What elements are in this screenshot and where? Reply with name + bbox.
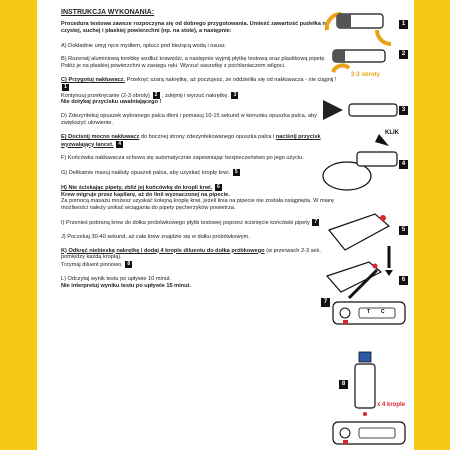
cassette-c-label: C: [381, 309, 385, 315]
step-badge-2: 2: [153, 92, 160, 99]
figure-badge-8: 8: [339, 380, 348, 389]
figure-badge-1: 1: [399, 20, 408, 29]
step-e: [61, 134, 341, 149]
step-h-bold: Krew migruje przez kapilarę, aż do linii wyznaczonej na pipecie.: [61, 191, 230, 198]
step-k-text-2: Trzymaj diluent pionowo.: [61, 262, 123, 269]
instruction-text: [61, 8, 341, 297]
illustrations-column: [319, 0, 414, 450]
step-j: J) Poczekaj 30-40 sekund, aż cała krew znajdzie się w dołku probówkowym.: [61, 233, 250, 240]
figure-badge-6: 6: [399, 276, 408, 285]
step-k: [61, 248, 341, 269]
press-lancet-icon: [323, 134, 397, 190]
step-c-warning: Nie dotykaj przycisku uwalniającego !: [61, 99, 162, 106]
step-d: D) Zdezynfekuj opuszek wybranego palca dłoni i pomasuj 10-15 sekund w kierunku opuszka palca, aby zwiększyć ukrwienie.: [61, 113, 317, 126]
finger-massage-icon: [329, 214, 389, 250]
step-c: [61, 77, 341, 106]
drops-label: x 4 krople: [377, 402, 406, 408]
cap-remove-icon: [323, 100, 397, 120]
klik-label: KLIK: [385, 130, 399, 136]
step-c-text-1: Przekręć szarą nakrętkę, aż poczujesz, że oddzieliła się od nakłuwacza - nie ciągnij !: [126, 76, 337, 83]
step-c-heading: C) Przygotuj nakłuwacz.: [61, 76, 126, 83]
step-l-text: L) Odczytaj wynik testu po upływie 10 minut.: [61, 276, 172, 283]
lancet-rotate-icon: [333, 50, 385, 72]
step-h: [61, 184, 341, 212]
step-k-text: (w przerwach 2-3 sek. pomiędzy każdą kroplą).: [61, 247, 321, 261]
figure-badge-7: 7: [321, 298, 330, 307]
step-f: F) Końcówka nakłuwacza schowa się automatycznie zapewniając bezpieczeństwo po jego użyciu.: [61, 155, 304, 162]
cassette-t-label: T: [367, 309, 371, 315]
step-i: [61, 219, 341, 227]
step-g-text: G) Delikatnie masuj nakłuty opuszek palca, aby uzyskać kroplę krwi.: [61, 170, 231, 177]
result-cassette-icon: [333, 422, 405, 444]
step-badge-3: 3: [231, 92, 238, 99]
step-c-text-3: , zdejmij i wyrzuć nakrętkę.: [162, 92, 229, 99]
page-title: INSTRUKCJA WYKONANIA:: [61, 9, 155, 16]
lancet-twist-icon: [327, 14, 391, 44]
figure-badge-5: 5: [399, 226, 408, 235]
step-badge-8: 8: [125, 261, 132, 268]
step-h-text: Za pomocą masażu możesz uzyskać kolejną kroplę krwi, jeżeli linia na pipecie nie została osiągnięta. W miarę możliwości należy unikać wciągania do pipety pęcherzyków powietrza.: [61, 198, 334, 212]
step-e-text: do bocznej strony zdezynfekowanego opuszka palca i: [139, 133, 276, 140]
step-c-text-2: Kontynuuj przekręcanie (2-3 obroty): [61, 92, 150, 99]
step-l-bold: Nie interpretuj wyniku testu po upływie 15 minut.: [61, 282, 191, 289]
step-i-text: I) Przenieś pobraną krew do dołka probówkowego płytki testowej poprzez ściśnięcie końcówki pipety: [61, 220, 310, 227]
step-g: [61, 169, 341, 177]
figure-badge-4: 4: [399, 160, 408, 169]
turns-label: 2-3 obroty: [351, 72, 381, 78]
diluent-bottle-icon: [355, 352, 375, 416]
step-a: A) Dokładnie umyj ręce mydłem, opłucz pod bieżącą wodą i osusz.: [61, 42, 227, 49]
figure-badge-3: 3: [399, 106, 408, 115]
step-e-action: naciśnij przycisk wyzwalający lancet.: [61, 133, 321, 148]
step-badge-7: 7: [312, 219, 319, 226]
step-badge-1: 1: [62, 84, 69, 91]
step-h-heading: H) Nie ściskając pipety, zbliż jej końcówkę do kropli krwi.: [61, 184, 213, 191]
step-badge-5: 5: [233, 169, 240, 176]
step-b: B) Rozerwij aluminiową torebkę wzdłuż krawędzi, a następnie wyjmij płytkę testową oraz plastikową pipetę. Połóż je na płaskiej powierzchni w zasięgu ręki. Wyrzuć saszetkę z pochłaniaczem wilgoci.: [61, 56, 326, 70]
illustrations-svg: [319, 0, 414, 450]
step-k-heading: K) Odkręć niebieską nakrętkę i dodaj 4 krople diluentu do dołka próbkowego: [61, 247, 265, 254]
step-e-heading: E) Docisnij mocno nakłuwacz: [61, 133, 140, 140]
instruction-page: [37, 0, 414, 450]
figure-badge-2: 2: [399, 50, 408, 59]
intro-paragraph: Procedura testowa zawsze rozpoczyna się od dobrego przygotowania. Umieść zawartość pudełka na czystej, suchej i płaskiej powierzchni (np. na stole), a następnie:: [61, 21, 329, 34]
step-badge-4: 4: [116, 141, 123, 148]
step-l: [61, 276, 341, 290]
step-badge-6: 6: [215, 184, 222, 191]
